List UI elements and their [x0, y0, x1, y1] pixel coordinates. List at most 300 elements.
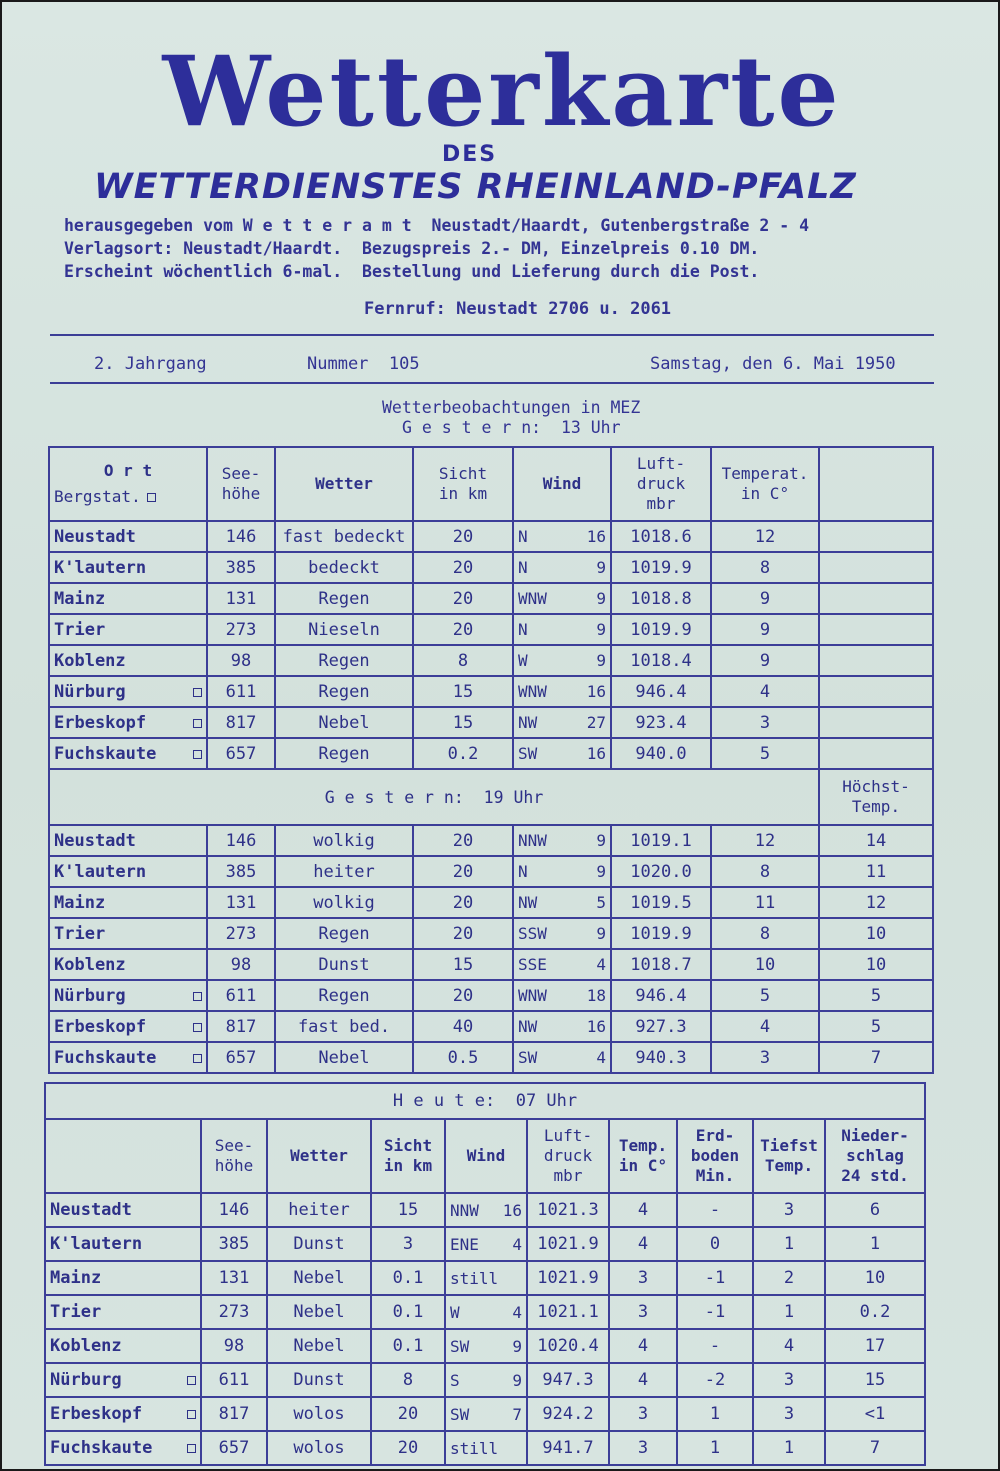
wind-speed: 9	[596, 651, 606, 670]
temperatur-value: 3	[609, 1431, 677, 1465]
empty-cell	[819, 583, 933, 614]
header2-seehoehe-2: höhe	[214, 1156, 254, 1175]
header2-seehoehe	[201, 1119, 267, 1193]
station-name-cell	[45, 1397, 201, 1431]
wind-speed: 27	[586, 713, 606, 732]
station-name: Trier	[50, 1302, 102, 1322]
wetter-value: Nebel	[267, 1295, 371, 1329]
erdboden-min-value: -1	[677, 1295, 753, 1329]
luftdruck-value: 946.4	[611, 676, 711, 707]
wind-cell	[445, 1431, 527, 1465]
wetter-value: Nebel	[275, 1042, 413, 1073]
station-name-cell	[45, 1329, 201, 1363]
header2-sicht-2: in km	[383, 1156, 433, 1175]
niederschlag-value: 6	[825, 1193, 925, 1227]
hoechst-temp-value: 10	[819, 949, 933, 980]
station-name-cell	[49, 738, 207, 769]
header2-tief-1: Tiefst	[760, 1136, 818, 1155]
seehoehe-value: 146	[207, 825, 275, 856]
wind-cell	[513, 707, 611, 738]
header2-luftdruck	[527, 1119, 609, 1193]
seehoehe-value: 657	[201, 1431, 267, 1465]
table-heute	[44, 1082, 926, 1466]
hoechst-temp-value: 5	[819, 980, 933, 1011]
seehoehe-value: 273	[207, 614, 275, 645]
section-row-19	[49, 769, 933, 825]
page-subtitle: WETTERDIENSTES RHEINLAND-PFALZ	[94, 167, 857, 207]
wind-speed: 9	[596, 924, 606, 943]
bergstation-square-icon	[193, 992, 202, 1001]
temperatur-value: 12	[711, 521, 819, 552]
wind-speed: 4	[596, 955, 606, 974]
luftdruck-value: 946.4	[611, 980, 711, 1011]
table-row	[45, 1329, 925, 1363]
bergstation-square-icon	[193, 688, 202, 697]
wind-direction: WNW	[518, 682, 547, 701]
station-name: Erbeskopf	[54, 712, 147, 733]
tiefst-temp-value: 3	[753, 1363, 825, 1397]
header-wind: Wind	[513, 447, 611, 521]
hoechst-temp-value: 7	[819, 1042, 933, 1073]
header2-erdboden	[677, 1119, 753, 1193]
station-name-cell	[49, 887, 207, 918]
tiefst-temp-value: 3	[753, 1397, 825, 1431]
seehoehe-value: 131	[207, 583, 275, 614]
header-seehoehe-1: See-	[221, 464, 261, 483]
luftdruck-value: 1019.9	[611, 552, 711, 583]
station-name: Mainz	[54, 588, 106, 609]
station-name: Neustadt	[50, 1200, 132, 1220]
section-row-07	[45, 1083, 925, 1119]
station-name: Fuchskaute	[50, 1438, 153, 1458]
temperatur-value: 8	[711, 552, 819, 583]
header2-nied-1: Nieder-	[841, 1126, 909, 1145]
wetter-value: Nebel	[267, 1329, 371, 1363]
niederschlag-value: 15	[825, 1363, 925, 1397]
seehoehe-value: 611	[207, 676, 275, 707]
wetter-value: wolos	[267, 1397, 371, 1431]
luftdruck-value: 940.0	[611, 738, 711, 769]
wind-speed: 7	[512, 1404, 522, 1424]
section-heute-07-label: H e u t e: 07 Uhr	[392, 1091, 578, 1111]
table-row	[45, 1431, 925, 1465]
table-row	[49, 614, 933, 645]
wind-speed: 9	[596, 589, 606, 608]
station-name-cell	[45, 1227, 201, 1261]
header2-temp	[609, 1119, 677, 1193]
sicht-value: 20	[413, 887, 513, 918]
wind-cell	[513, 1011, 611, 1042]
wind-cell	[513, 918, 611, 949]
wetter-value: wolos	[267, 1431, 371, 1465]
seehoehe-value: 273	[207, 918, 275, 949]
jahrgang: 2. Jahrgang	[94, 354, 207, 374]
station-name-cell	[49, 676, 207, 707]
temperatur-value: 3	[609, 1295, 677, 1329]
station-name: Erbeskopf	[54, 1016, 147, 1037]
sicht-value: 0.1	[371, 1295, 445, 1329]
hoechst-temp-value: 11	[819, 856, 933, 887]
header2-erd-2: boden	[690, 1146, 740, 1165]
tiefst-temp-value: 1	[753, 1227, 825, 1261]
wind-cell	[445, 1397, 527, 1431]
publisher-info	[64, 214, 809, 283]
header-sicht-2: in km	[438, 484, 488, 503]
temperatur-value: 5	[711, 980, 819, 1011]
wind-speed: 4	[512, 1302, 522, 1322]
bergstation-square-icon	[193, 750, 202, 759]
wind-cell	[513, 583, 611, 614]
phone-number: Fernruf: Neustadt 2706 u. 2061	[364, 299, 672, 319]
wetter-value: wolkig	[275, 825, 413, 856]
wetter-value: wolkig	[275, 887, 413, 918]
empty-cell	[819, 707, 933, 738]
luftdruck-value: 1019.9	[611, 918, 711, 949]
wind-cell	[445, 1193, 527, 1227]
sicht-value: 20	[413, 825, 513, 856]
wind-direction: still	[450, 1438, 499, 1458]
temperatur-value: 11	[711, 887, 819, 918]
bergstation-square-icon	[187, 1376, 196, 1385]
luftdruck-value: 1020.0	[611, 856, 711, 887]
wetter-value: Regen	[275, 918, 413, 949]
niederschlag-value: 0.2	[825, 1295, 925, 1329]
luftdruck-value: 1018.6	[611, 521, 711, 552]
empty-cell	[819, 645, 933, 676]
header2-sicht	[371, 1119, 445, 1193]
wetter-value: fast bedeckt	[275, 521, 413, 552]
station-name-cell	[45, 1295, 201, 1329]
wind-direction: N	[518, 527, 528, 546]
temperatur-value: 3	[711, 707, 819, 738]
wind-cell	[445, 1261, 527, 1295]
header-luft-2: druck	[636, 474, 686, 493]
observations-caption: Wetterbeobachtungen in MEZ	[382, 398, 641, 417]
header2-tief-2: Temp.	[764, 1156, 814, 1175]
table-row	[49, 583, 933, 614]
sicht-value: 20	[413, 856, 513, 887]
sicht-value: 0.1	[371, 1329, 445, 1363]
section-gestern-13: G e s t e r n: 13 Uhr	[402, 418, 621, 437]
wind-direction: SW	[450, 1404, 470, 1424]
bergstation-square-icon	[147, 493, 156, 502]
header-bergstat-label: Bergstat.	[54, 487, 141, 506]
erdboden-min-value: 1	[677, 1431, 753, 1465]
empty-cell	[819, 552, 933, 583]
luftdruck-value: 1019.1	[611, 825, 711, 856]
page-title: Wetterkarte	[162, 35, 842, 148]
wind-speed: 16	[586, 527, 606, 546]
luftdruck-value: 1021.9	[527, 1227, 609, 1261]
header-hoechst-2: Temp.	[851, 797, 901, 816]
wind-cell	[445, 1329, 527, 1363]
header-luftdruck	[611, 447, 711, 521]
wind-cell	[445, 1227, 527, 1261]
wetter-value: Dunst	[267, 1363, 371, 1397]
wetter-value: Regen	[275, 583, 413, 614]
header-sicht-1: Sicht	[438, 464, 488, 483]
wetter-value: bedeckt	[275, 552, 413, 583]
table-row	[45, 1397, 925, 1431]
erdboden-min-value: -	[677, 1329, 753, 1363]
station-name-cell	[49, 825, 207, 856]
niederschlag-value: 10	[825, 1261, 925, 1295]
seehoehe-value: 817	[207, 1011, 275, 1042]
station-name-cell	[49, 1011, 207, 1042]
sicht-value: 0.1	[371, 1261, 445, 1295]
seehoehe-value: 98	[207, 645, 275, 676]
wind-direction: SW	[450, 1336, 470, 1356]
station-name: Koblenz	[54, 650, 126, 671]
wind-speed: 9	[596, 558, 606, 577]
wind-direction: SSW	[518, 924, 547, 943]
bergstation-square-icon	[193, 1054, 202, 1063]
publisher-line-2: Verlagsort: Neustadt/Haardt. Bezugspreis 2.- DM, Einzelpreis 0.10 DM.	[64, 239, 760, 258]
station-name-cell	[49, 552, 207, 583]
wind-speed: 16	[586, 744, 606, 763]
wind-cell	[513, 614, 611, 645]
wind-speed: 4	[512, 1234, 522, 1254]
wind-direction: WNW	[518, 589, 547, 608]
sicht-value: 40	[413, 1011, 513, 1042]
subtitle-des: DES	[442, 142, 498, 167]
table-row	[49, 676, 933, 707]
luftdruck-value: 1019.5	[611, 887, 711, 918]
station-name: Nürburg	[54, 681, 126, 702]
luftdruck-value: 923.4	[611, 707, 711, 738]
wetter-value: heiter	[275, 856, 413, 887]
sicht-value: 20	[413, 552, 513, 583]
luftdruck-value: 1018.4	[611, 645, 711, 676]
sicht-value: 8	[371, 1363, 445, 1397]
empty-cell	[819, 676, 933, 707]
hoechst-temp-value: 14	[819, 825, 933, 856]
wind-direction: N	[518, 558, 528, 577]
station-name: Mainz	[54, 892, 106, 913]
publisher-line-3: Erscheint wöchentlich 6-mal. Bestellung und Lieferung durch die Post.	[64, 262, 760, 281]
wetter-value: fast bed.	[275, 1011, 413, 1042]
luftdruck-value: 927.3	[611, 1011, 711, 1042]
station-name: Nürburg	[50, 1370, 122, 1390]
wind-cell	[513, 676, 611, 707]
seehoehe-value: 131	[201, 1261, 267, 1295]
luftdruck-value: 1021.1	[527, 1295, 609, 1329]
station-name-cell	[45, 1363, 201, 1397]
niederschlag-value: 1	[825, 1227, 925, 1261]
seehoehe-value: 146	[201, 1193, 267, 1227]
header-seehoehe	[207, 447, 275, 521]
header-luft-1: Luft-	[636, 454, 686, 473]
tiefst-temp-value: 1	[753, 1295, 825, 1329]
luftdruck-value: 1021.3	[527, 1193, 609, 1227]
header-hoechst	[819, 769, 933, 825]
wetter-value: Regen	[275, 980, 413, 1011]
sicht-value: 20	[413, 583, 513, 614]
wind-direction: NW	[518, 1017, 538, 1036]
table-row	[49, 738, 933, 769]
luftdruck-value: 947.3	[527, 1363, 609, 1397]
station-name-cell	[49, 521, 207, 552]
header-hoechst-1: Höchst-	[842, 777, 910, 796]
wind-cell	[513, 645, 611, 676]
station-name: Erbeskopf	[50, 1404, 143, 1424]
wind-direction: NW	[518, 893, 538, 912]
wetter-value: Nebel	[267, 1261, 371, 1295]
station-name: Koblenz	[54, 954, 126, 975]
luftdruck-value: 941.7	[527, 1431, 609, 1465]
seehoehe-value: 273	[201, 1295, 267, 1329]
station-name: Fuchskaute	[54, 1047, 157, 1068]
erdboden-min-value: 1	[677, 1397, 753, 1431]
wind-cell	[445, 1295, 527, 1329]
header2-seehoehe-1: See-	[214, 1136, 254, 1155]
header2-temp-2: in C°	[618, 1156, 668, 1175]
header-seehoehe-2: höhe	[221, 484, 261, 503]
header2-nied-2: schlag	[846, 1146, 904, 1165]
wind-cell	[513, 825, 611, 856]
temperatur-value: 9	[711, 583, 819, 614]
wind-direction: W	[518, 651, 528, 670]
seehoehe-value: 657	[207, 1042, 275, 1073]
bergstation-square-icon	[187, 1444, 196, 1453]
empty-cell	[819, 614, 933, 645]
table-row	[49, 1042, 933, 1073]
wind-speed: 16	[586, 1017, 606, 1036]
wetter-value: Dunst	[275, 949, 413, 980]
station-name-cell	[49, 614, 207, 645]
divider-bottom	[50, 382, 934, 384]
wind-speed: 9	[596, 831, 606, 850]
sicht-value: 3	[371, 1227, 445, 1261]
niederschlag-value: 17	[825, 1329, 925, 1363]
temperatur-value: 4	[609, 1329, 677, 1363]
table-header-row	[49, 447, 933, 521]
empty-cell	[819, 521, 933, 552]
header2-luft-1: Luft-	[543, 1126, 593, 1145]
station-name-cell	[49, 1042, 207, 1073]
sicht-value: 20	[413, 614, 513, 645]
wind-speed: 9	[512, 1336, 522, 1356]
station-name-cell	[49, 980, 207, 1011]
station-name: Koblenz	[50, 1336, 122, 1356]
table-row	[49, 825, 933, 856]
table-row	[49, 980, 933, 1011]
header-ort	[49, 447, 207, 521]
erdboden-min-value: -1	[677, 1261, 753, 1295]
header-bergstat	[54, 487, 202, 507]
section-gestern-19	[49, 769, 819, 825]
wind-speed: 9	[596, 620, 606, 639]
wind-direction: S	[450, 1370, 460, 1390]
header2-erd-1: Erd-	[695, 1126, 735, 1145]
luftdruck-value: 940.3	[611, 1042, 711, 1073]
wetter-value: Regen	[275, 738, 413, 769]
wind-speed: 9	[596, 862, 606, 881]
header2-sicht-1: Sicht	[383, 1136, 433, 1155]
wind-speed: 18	[586, 986, 606, 1005]
header2-wind: Wind	[445, 1119, 527, 1193]
wind-cell	[445, 1363, 527, 1397]
wind-direction: still	[450, 1268, 499, 1288]
header2-niederschlag	[825, 1119, 925, 1193]
header2-tiefst	[753, 1119, 825, 1193]
wind-cell	[513, 738, 611, 769]
wind-cell	[513, 887, 611, 918]
wind-direction: WNW	[518, 986, 547, 1005]
header-temperat	[711, 447, 819, 521]
station-name: Mainz	[50, 1268, 102, 1288]
station-name-cell	[49, 707, 207, 738]
seehoehe-value: 385	[207, 856, 275, 887]
header-luft-3: mbr	[646, 494, 676, 513]
tiefst-temp-value: 3	[753, 1193, 825, 1227]
table-row	[49, 707, 933, 738]
sicht-value: 15	[413, 949, 513, 980]
wind-cell	[513, 949, 611, 980]
seehoehe-value: 611	[201, 1363, 267, 1397]
wetter-value: Regen	[275, 676, 413, 707]
erdboden-min-value: 0	[677, 1227, 753, 1261]
header-wetter: Wetter	[275, 447, 413, 521]
header2-erd-3: Min.	[695, 1166, 735, 1185]
seehoehe-value: 98	[207, 949, 275, 980]
wind-direction: N	[518, 862, 528, 881]
tiefst-temp-value: 2	[753, 1261, 825, 1295]
temperatur-value: 12	[711, 825, 819, 856]
temperatur-value: 9	[711, 645, 819, 676]
table-row	[49, 887, 933, 918]
wetter-value: Nebel	[275, 707, 413, 738]
station-name-cell	[45, 1431, 201, 1465]
seehoehe-value: 817	[207, 707, 275, 738]
table-row	[49, 949, 933, 980]
temperatur-value: 5	[711, 738, 819, 769]
temperatur-value: 8	[711, 856, 819, 887]
wind-direction: SW	[518, 1048, 538, 1067]
sicht-value: 20	[371, 1431, 445, 1465]
header2-luft-2: druck	[543, 1146, 593, 1165]
header-ort-label: O r t	[103, 461, 153, 480]
temperatur-value: 4	[609, 1193, 677, 1227]
hoechst-temp-value: 12	[819, 887, 933, 918]
table-row	[49, 645, 933, 676]
niederschlag-value: 7	[825, 1431, 925, 1465]
temperatur-value: 3	[711, 1042, 819, 1073]
luftdruck-value: 1021.9	[527, 1261, 609, 1295]
wind-cell	[513, 521, 611, 552]
sicht-value: 20	[413, 980, 513, 1011]
temperatur-value: 3	[609, 1397, 677, 1431]
temperatur-value: 4	[711, 676, 819, 707]
sicht-value: 0.2	[413, 738, 513, 769]
table-gestern	[48, 446, 934, 1074]
erdboden-min-value: -	[677, 1193, 753, 1227]
publisher-line-1: herausgegeben vom W e t t e r a m t Neustadt/Haardt, Gutenbergstraße 2 - 4	[64, 216, 810, 235]
wind-direction: W	[450, 1302, 460, 1322]
niederschlag-value: <1	[825, 1397, 925, 1431]
sicht-value: 15	[413, 676, 513, 707]
luftdruck-value: 1020.4	[527, 1329, 609, 1363]
header-temp-1: Temperat.	[721, 464, 809, 483]
tiefst-temp-value: 4	[753, 1329, 825, 1363]
table-row	[49, 521, 933, 552]
sicht-value: 0.5	[413, 1042, 513, 1073]
table-row	[45, 1363, 925, 1397]
wind-direction: NNW	[518, 831, 547, 850]
wind-direction: NW	[518, 713, 538, 732]
hoechst-temp-value: 5	[819, 1011, 933, 1042]
station-name: Nürburg	[54, 985, 126, 1006]
